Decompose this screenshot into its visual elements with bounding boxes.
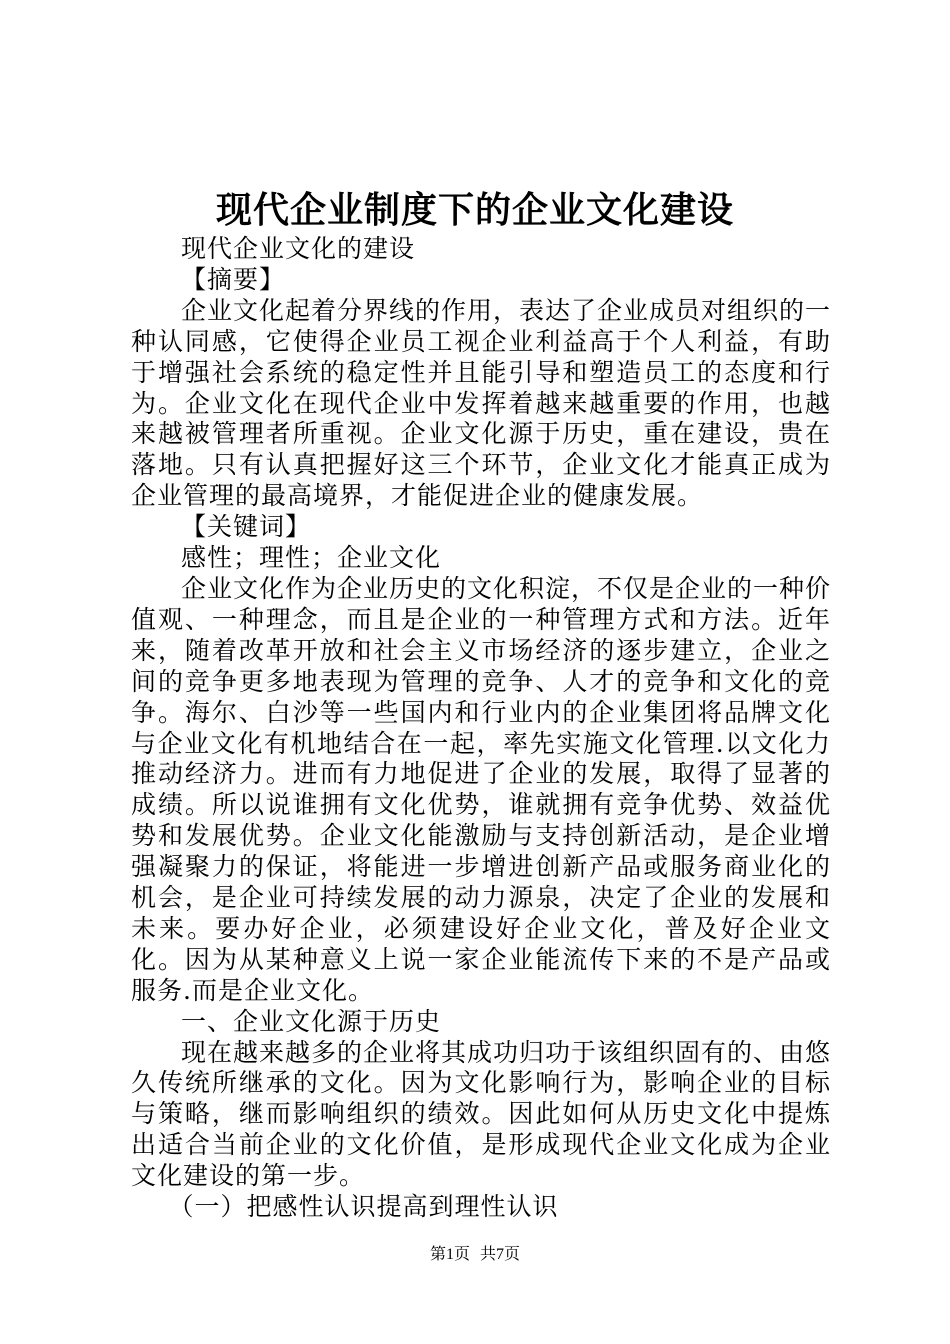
section-heading-1: 一、企业文化源于历史 [181,1006,442,1036]
document-title: 现代企业制度下的企业文化建设 [215,189,734,231]
page-total: 共7页 [480,1246,521,1263]
section-1-paragraph: 现在越来越多的企业将其成功归功于该组织固有的、由悠久传统所继承的文化。因为文化影响行为，影响企业的目标与策略，继而影响组织的绩效。因此如何从历史文化中提炼出适合当前企业的文化价值，是形成现代企业文化成为企业文化建设的第一步。 [131,1037,832,1191]
abstract-heading: 【摘要】 [181,264,286,294]
document-body [131,234,831,1223]
abstract-paragraph: 企业文化起着分界线的作用，表达了企业成员对组织的一种认同感，它使得企业员工视企业利益高于个人利益，有助于增强社会系统的稳定性并且能引导和塑造员工的态度和行为。企业文化在现代企业中发挥着越来越重要的作用，也越来越被管理者所重视。企业文化源于历史，重在建设，贵在落地。只有认真把握好这三个环节，企业文化才能真正成为企业管理的最高境界，才能促进企业的健康发展。 [131,295,832,511]
page-number: 第1页 [429,1246,470,1263]
subsection-heading-1: （一）把感性认识提高到理性认识 [168,1192,559,1222]
keywords-heading: 【关键词】 [181,512,312,542]
subtitle-paragraph: 现代企业文化的建设 [181,234,416,263]
page-footer [0,1241,950,1264]
keywords-paragraph: 感性；理性；企业文化 [181,543,442,573]
intro-paragraph: 企业文化作为企业历史的文化积淀，不仅是企业的一种价值观、一种理念，而且是企业的一种管理方式和方法。近年来，随着改革开放和社会主义市场经济的逐步建立，企业之间的竞争更多地表现为管理的竞争、人才的竞争和文化的竞争。海尔、白沙等一些国内和行业内的企业集团将品牌文化与企业文化有机地结合在一起，率先实施文化管理.以文化力推动经济力。进而有力地促进了企业的发展，取得了显著的成绩。所以说谁拥有文化优势，谁就拥有竞争优势、效益优势和发展优势。企业文化能激励与支持创新活动，是企业增强凝聚力的保证，将能进一步增进创新产品或服务商业化的机会，是企业可持续发展的动力源泉，决定了企业的发展和未来。要办好企业，必须建设好企业文化，普及好企业文化。因为从某种意义上说一家企业能流传下来的不是产品或服务.而是企业文化。 [131,573,832,1005]
